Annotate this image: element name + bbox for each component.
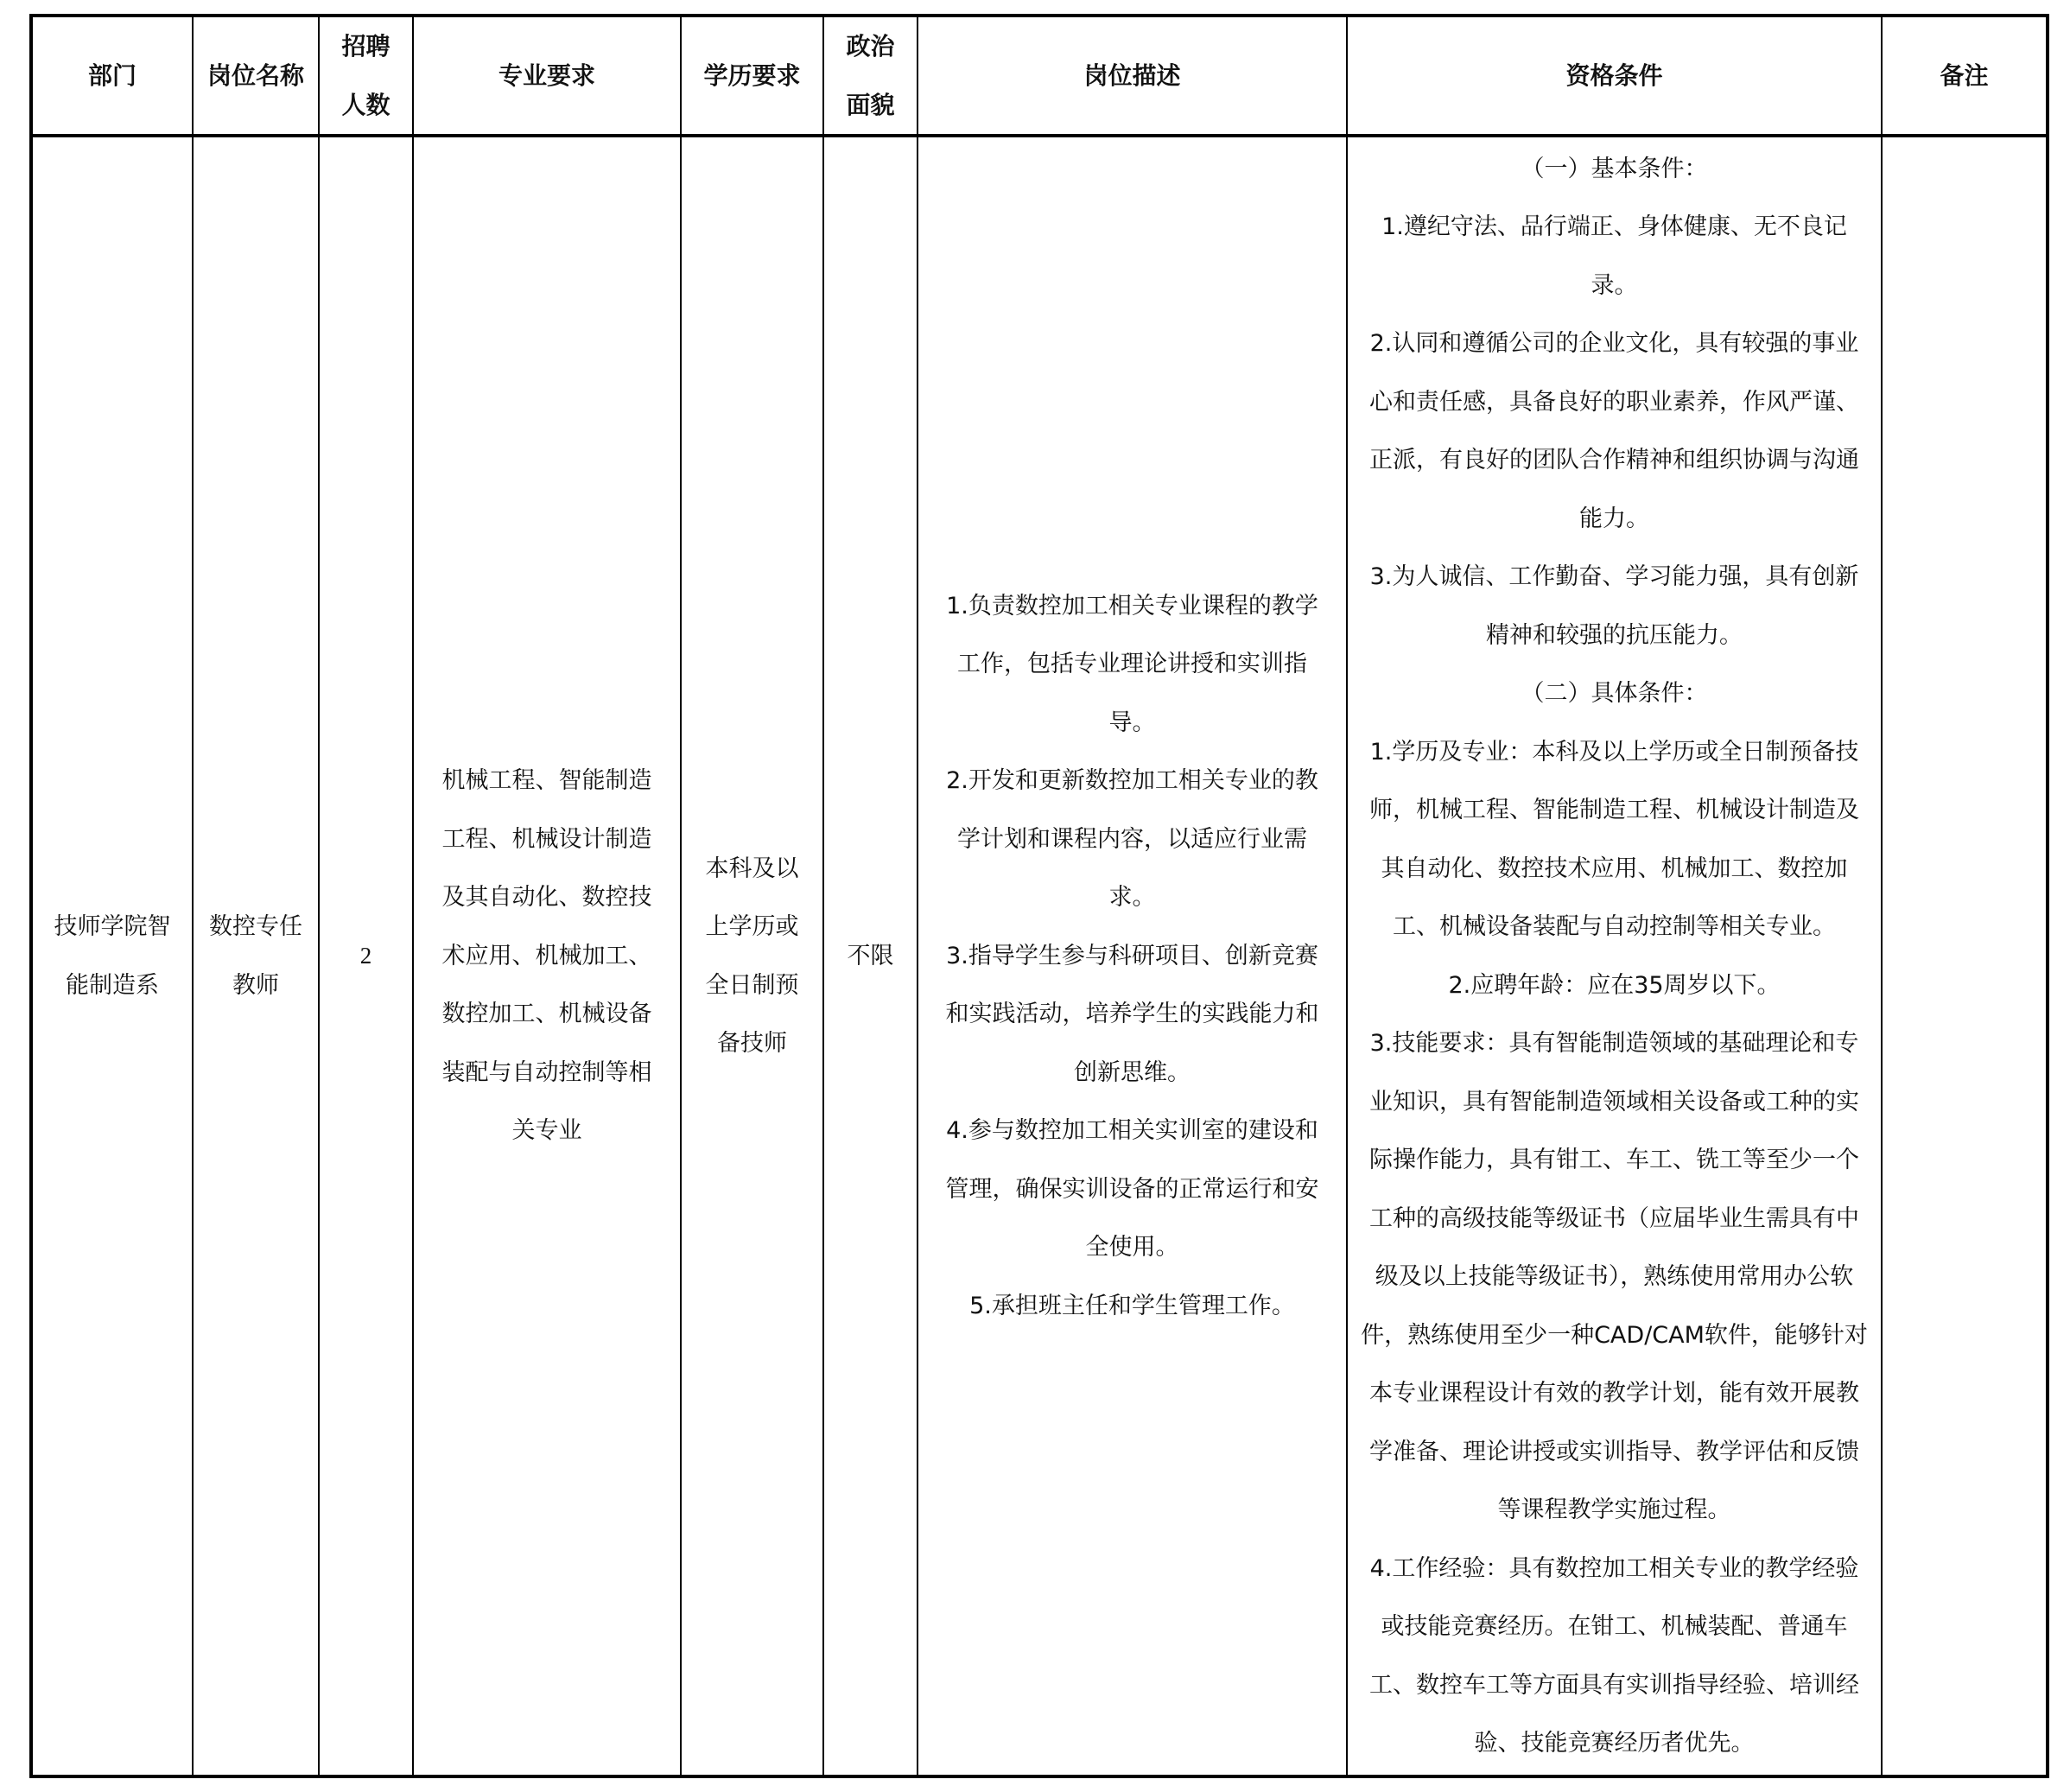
specific-conditions-title: （二）具体条件： [1521,680,1708,707]
description-item: 2.开发和更新数控加工相关专业的教学计划和课程内容，以适应行业需求。 [946,767,1318,912]
description-item: 4.参与数控加工相关实训室的建设和管理，确保实训设备的正常运行和安全使用。 [945,1117,1319,1261]
header-description: 岗位描述 [918,16,1347,136]
specific-condition-item: 3.技能要求：具有智能制造领域的基础理论和专业知识，具有智能制造领域相关设备或工种的实际操作能力，具有钳工、车工、铣工等至少一个工种的高级技能等级证书（应届毕业生需具有中级及以上技能等级证书），熟练使用常用办公软件，熟练使用至少一种CAD/CAM软件，能够针对本专业课程设计有效的教学计划，能有效开展教学准备、理论讲授或实训指导、教学评估和反馈等课程教学实施过程。 [1361,1030,1868,1523]
header-row [31,16,2048,136]
cell-remarks [1882,136,2048,1776]
cell-position: 数控专任教师 [193,136,319,1776]
table-row [31,136,2048,1776]
cell-headcount: 2 [319,136,413,1776]
specific-condition-item: 1.学历及专业：本科及以上学历或全日制预备技师，机械工程、智能制造工程、机械设计制造及其自动化、数控技术应用、机械加工、数控加工、机械设备装配与自动控制等相关专业。 [1369,738,1859,940]
header-remarks: 备注 [1882,16,2048,136]
cell-major: 机械工程、智能制造工程、机械设计制造及其自动化、数控技术应用、机械加工、数控加工、机械设备装配与自动控制等相关专业 [413,136,681,1776]
header-position: 岗位名称 [193,16,319,136]
cell-education: 本科及以上学历或全日制预备技师 [681,136,823,1776]
header-education: 学历要求 [681,16,823,136]
basic-condition-item: 3.为人诚信、工作勤奋、学习能力强，具有创新精神和较强的抗压能力。 [1369,563,1859,649]
header-department: 部门 [31,16,193,136]
description-item: 1.负责数控加工相关专业课程的教学工作，包括专业理论讲授和实训指导。 [946,592,1318,736]
cell-description [918,136,1347,1776]
recruitment-table [29,14,2049,1778]
header-qualifications: 资格条件 [1347,16,1882,136]
header-political: 政治面貌 [823,16,918,136]
header-headcount: 招聘人数 [319,16,413,136]
basic-condition-item: 2.认同和遵循公司的企业文化，具有较强的事业心和责任感，具备良好的职业素养，作风严谨、正派，有良好的团队合作精神和组织协调与沟通能力。 [1369,330,1859,532]
description-item: 3.指导学生参与科研项目、创新竞赛和实践活动，培养学生的实践能力和创新思维。 [945,942,1319,1086]
specific-condition-item: 4.工作经验：具有数控加工相关专业的教学经验或技能竞赛经历。在钳工、机械装配、普通车工、数控车工等方面具有实训指导经验、培训经验、技能竞赛经历者优先。 [1369,1554,1859,1757]
cell-political: 不限 [823,136,918,1776]
cell-department: 技师学院智能制造系 [31,136,193,1776]
header-major: 专业要求 [413,16,681,136]
basic-condition-item: 1.遵纪守法、品行端正、身体健康、无不良记录。 [1381,213,1847,299]
description-item: 5.承担班主任和学生管理工作。 [969,1292,1295,1319]
specific-condition-item: 2.应聘年龄：应在35周岁以下。 [1448,971,1781,999]
basic-conditions-title: （一）基本条件： [1521,155,1708,182]
cell-qualifications [1347,136,1882,1776]
